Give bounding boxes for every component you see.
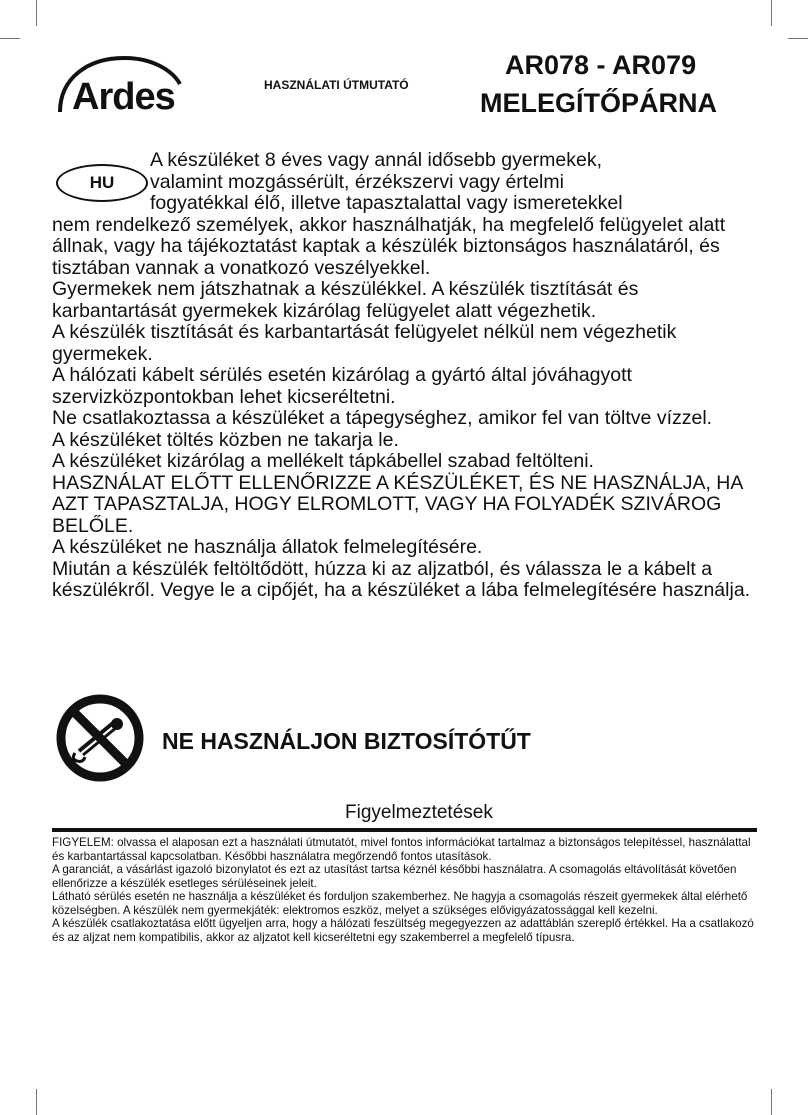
- safety-paragraph-10: Miután a készülék feltöltődött, húzza ki az aljzatból, és válassza le a kábelt a készülékről. Vegye le a cipőjét, ha a készüléket a lába felmelegítésére használja.: [52, 557, 751, 601]
- manual-label: HASZNÁLATI ÚTMUTATÓ: [264, 78, 409, 92]
- warning-title: NE HASZNÁLJON BIZTOSÍTÓTŰT: [162, 728, 531, 754]
- warning-paragraph-4: A készülék csatlakoztatása előtt ügyeljen arra, hogy a hálózati feszültség megegyezzen az adattáblán szereplő értékkel. Ha a csatlakozó és az aljzat nem kompatibilis, akkor az aljzatot kell kicseréltetni egy szakemberrel a megfelelő típusra.: [52, 917, 754, 944]
- crop-mark: [771, 0, 772, 26]
- crop-mark: [0, 38, 20, 39]
- warning-paragraph-2: A garanciát, a vásárlást igazoló bizonylatot és ezt az utasítást tartsa kéznél későbbi használatra. A csomagolás eltávolítását követően ellenőrizze a készülék esetleges sérüléseinek jeleit.: [52, 863, 737, 890]
- text-line: nem rendelkező személyek, akkor használhatják, ha megfelelő felügyelet alatt állnak, vagy ha tájékoztatást kaptak a készülék biztonságos használatáról, és tisztában vannak a vonatkozó veszélyekkel.: [52, 213, 726, 279]
- safety-paragraph-9: A készüléket ne használja állatok felmelegítésére.: [52, 536, 483, 558]
- text-line: fogyatékkal élő, illetve tapasztalattal vagy ismeretekkel: [150, 192, 623, 214]
- brand-logo: [54, 54, 216, 120]
- crop-mark: [36, 1089, 37, 1115]
- crop-mark: [788, 38, 808, 39]
- crop-mark: [36, 0, 37, 26]
- crop-mark: [771, 1089, 772, 1115]
- brand-name: Ardes: [72, 76, 175, 118]
- safety-instructions: [52, 150, 764, 602]
- safety-paragraph-2: Gyermekek nem játszhatnak a készülékkel. A készülék tisztítását és karbantartását gyermekek kizárólag felügyelet alatt végezhetik.: [52, 278, 639, 322]
- safety-paragraph-5: Ne csatlakoztassa a készüléket a tápegységhez, amikor fel van töltve vízzel.: [52, 407, 713, 429]
- model-number: AR078 - AR079: [505, 50, 697, 80]
- divider: [52, 828, 757, 832]
- section-title: Figyelmeztetések: [345, 802, 493, 823]
- safety-paragraph-3: A készülék tisztítását és karbantartását felügyelet nélkül nem végezhetik gyermekek.: [52, 321, 677, 365]
- safety-paragraph-1: [52, 150, 764, 279]
- safety-paragraph-4: A hálózati kábelt sérülés esetén kizárólag a gyártó által jóváhagyott szervizközpontokban lehet kicseréltetni.: [52, 364, 632, 408]
- warning-paragraph-3: Látható sérülés esetén ne használja a készüléket és forduljon szakemberhez. Ne hagyja a csomagolás részeit gyermekek által elérhető közelségben. A készülék nem gyermekjáték: elektromos eszköz, melyet a szükséges elővigyázatossággal kell kezelni.: [52, 890, 748, 917]
- text-line: valamint mozgássérült, érzékszervi vagy értelmi: [150, 170, 564, 193]
- warning-paragraph-1: FIGYELEM: olvassa el alaposan ezt a használati útmutatót, mivel fontos információkat tartalmaz a biztonságos telepítéssel, használattal és karbantartással kapcsolatban. Későbbi használatra megőrzendő fontos utasítások.: [52, 836, 751, 863]
- no-safety-pin-icon: [55, 693, 145, 783]
- safety-paragraph-6: A készüléket töltés közben ne takarja le.: [52, 428, 399, 451]
- product-name: MELEGÍTŐPÁRNA: [480, 88, 718, 118]
- text-line: A készüléket 8 éves vagy annál idősebb gyermekek,: [150, 149, 603, 171]
- safety-paragraph-7: A készüléket kizárólag a mellékelt tápkábellel szabad feltölteni.: [52, 450, 594, 472]
- safety-paragraph-8: HASZNÁLAT ELŐTT ELLENŐRIZZE A KÉSZÜLÉKET, ÉS NE HASZNÁLJA, HA AZT TAPASZTALJA, HOGY ELROMLOTT, VAGY HA FOLYADÉK SZIVÁROG BELŐLE.: [52, 471, 743, 537]
- language-badge: HU: [56, 164, 148, 202]
- warnings-text: [52, 836, 764, 944]
